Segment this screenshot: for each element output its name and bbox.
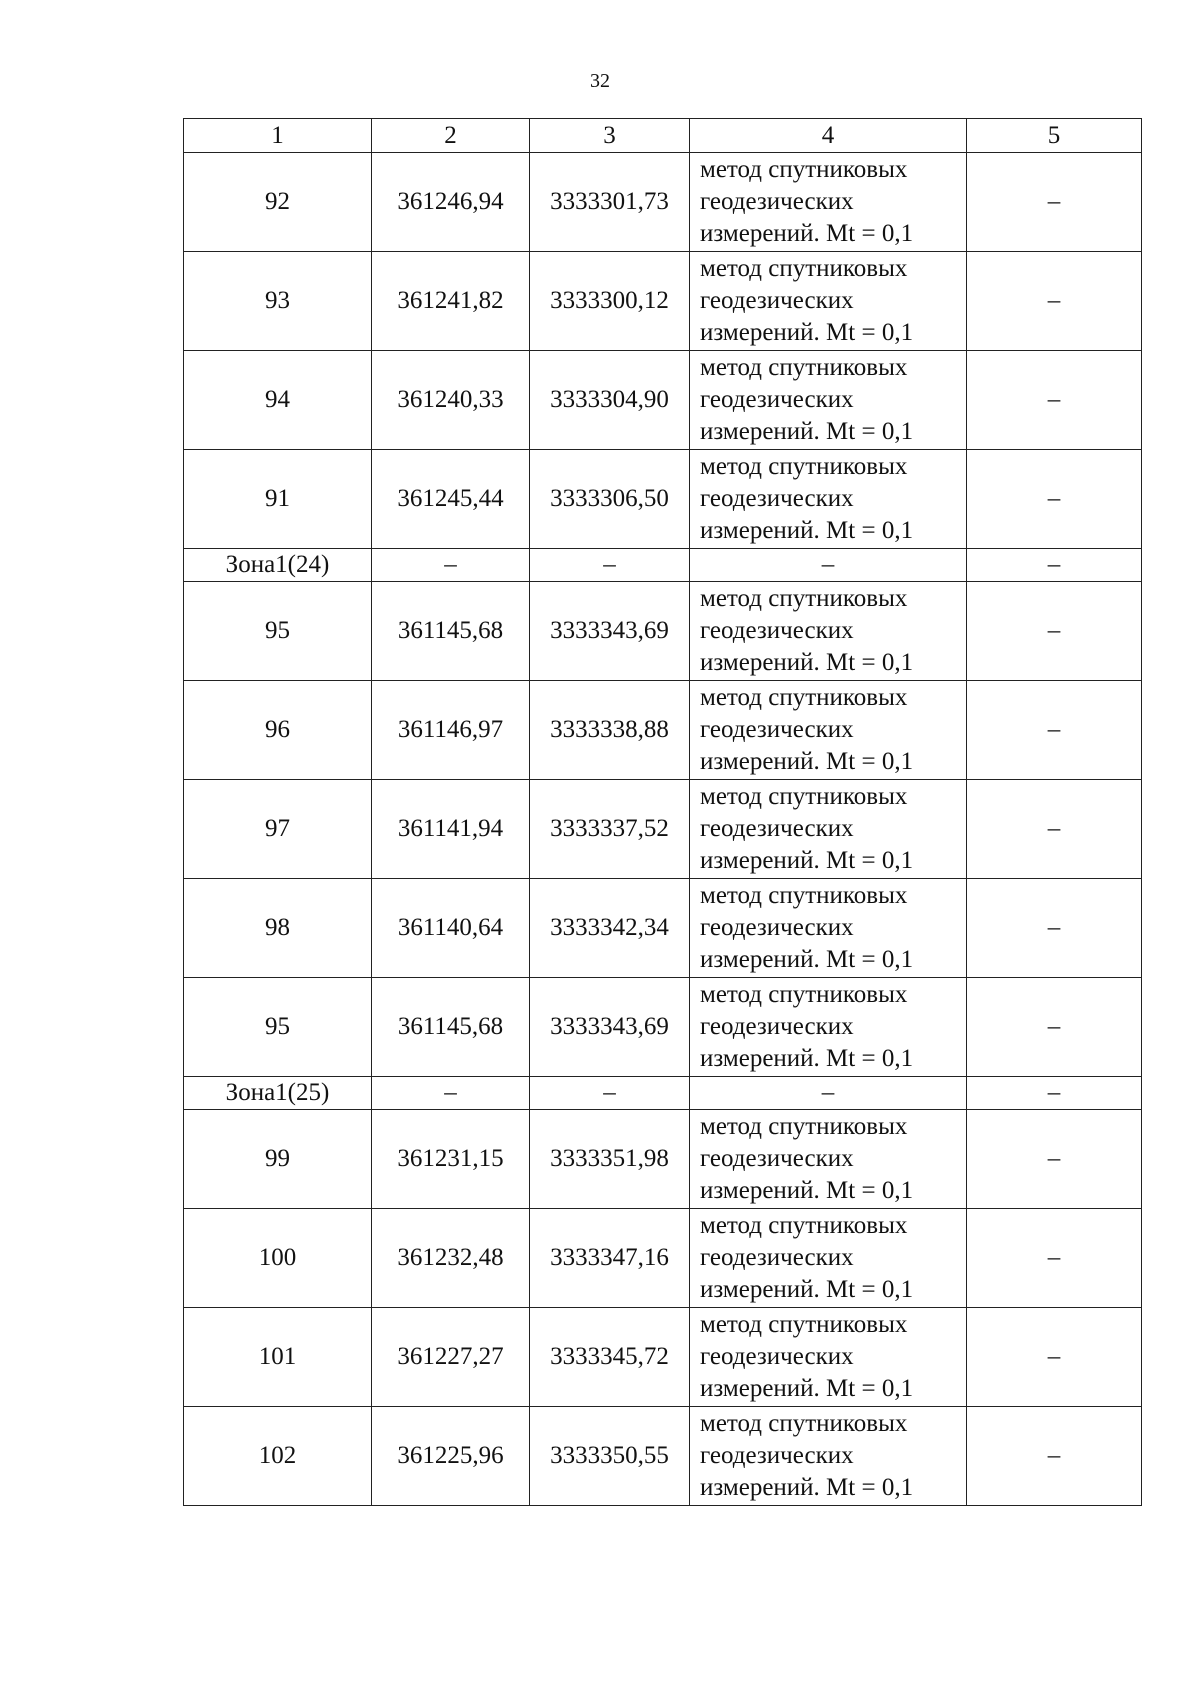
point-number-cell: 101 bbox=[184, 1308, 372, 1407]
method-line: измерений. Mt = 0,1 bbox=[700, 517, 914, 544]
method-cell bbox=[690, 1209, 967, 1308]
y-coordinate-cell: 3333351,98 bbox=[530, 1110, 690, 1209]
method-line: метод спутниковых bbox=[700, 156, 908, 183]
table-row bbox=[184, 351, 1142, 450]
x-coordinate-cell: 361240,33 bbox=[372, 351, 530, 450]
table-row bbox=[184, 1308, 1142, 1407]
x-coordinate-cell: – bbox=[372, 549, 530, 582]
point-number-cell: 95 bbox=[184, 978, 372, 1077]
table-row bbox=[184, 1407, 1142, 1506]
point-number-cell: 99 bbox=[184, 1110, 372, 1209]
x-coordinate-cell: 361145,68 bbox=[372, 582, 530, 681]
method-line: измерений. Mt = 0,1 bbox=[700, 946, 914, 973]
x-coordinate-cell: 361227,27 bbox=[372, 1308, 530, 1407]
method-line: геодезических bbox=[700, 1244, 854, 1271]
point-number-cell: 102 bbox=[184, 1407, 372, 1506]
method-line: геодезических bbox=[700, 1145, 854, 1172]
notes-cell: – bbox=[967, 1209, 1142, 1308]
point-number-cell: 98 bbox=[184, 879, 372, 978]
table-row bbox=[184, 582, 1142, 681]
method-line: геодезических bbox=[700, 914, 854, 941]
method-cell bbox=[690, 681, 967, 780]
method-line: измерений. Mt = 0,1 bbox=[700, 319, 914, 346]
method-cell bbox=[690, 780, 967, 879]
x-coordinate-cell: 361146,97 bbox=[372, 681, 530, 780]
method-line: измерений. Mt = 0,1 bbox=[700, 1045, 914, 1072]
x-coordinate-cell: 361231,15 bbox=[372, 1110, 530, 1209]
method-line: измерений. Mt = 0,1 bbox=[700, 220, 914, 247]
y-coordinate-cell: 3333306,50 bbox=[530, 450, 690, 549]
table-row bbox=[184, 681, 1142, 780]
y-coordinate-cell: 3333301,73 bbox=[530, 153, 690, 252]
method-line: геодезических bbox=[700, 386, 854, 413]
notes-cell: – bbox=[967, 153, 1142, 252]
method-cell bbox=[690, 1308, 967, 1407]
notes-cell: – bbox=[967, 1308, 1142, 1407]
notes-cell: – bbox=[967, 1407, 1142, 1506]
method-line: геодезических bbox=[700, 815, 854, 842]
coordinates-table bbox=[183, 118, 1142, 1506]
method-line: метод спутниковых bbox=[700, 981, 908, 1008]
method-line: метод спутниковых bbox=[700, 684, 908, 711]
point-number-cell: 95 bbox=[184, 582, 372, 681]
x-coordinate-cell: 361232,48 bbox=[372, 1209, 530, 1308]
table-row bbox=[184, 1209, 1142, 1308]
notes-cell: – bbox=[967, 1077, 1142, 1110]
table-row bbox=[184, 252, 1142, 351]
method-cell bbox=[690, 978, 967, 1077]
table-row bbox=[184, 153, 1142, 252]
method-line: метод спутниковых bbox=[700, 1311, 908, 1338]
method-line: измерений. Mt = 0,1 bbox=[700, 1276, 914, 1303]
notes-cell: – bbox=[967, 351, 1142, 450]
method-line: метод спутниковых bbox=[700, 1113, 908, 1140]
method-cell bbox=[690, 582, 967, 681]
header-cell-4: 4 bbox=[690, 119, 967, 153]
method-cell bbox=[690, 252, 967, 351]
notes-cell: – bbox=[967, 879, 1142, 978]
table-row bbox=[184, 780, 1142, 879]
method-line: геодезических bbox=[700, 485, 854, 512]
x-coordinate-cell: 361245,44 bbox=[372, 450, 530, 549]
notes-cell: – bbox=[967, 252, 1142, 351]
point-number-cell: 92 bbox=[184, 153, 372, 252]
method-line: метод спутниковых bbox=[700, 1410, 908, 1437]
y-coordinate-cell: 3333304,90 bbox=[530, 351, 690, 450]
point-number-cell: 100 bbox=[184, 1209, 372, 1308]
method-cell: – bbox=[690, 549, 967, 582]
notes-cell: – bbox=[967, 978, 1142, 1077]
point-number-cell: Зона1(25) bbox=[184, 1077, 372, 1110]
y-coordinate-cell: 3333338,88 bbox=[530, 681, 690, 780]
x-coordinate-cell: 361145,68 bbox=[372, 978, 530, 1077]
method-line: измерений. Mt = 0,1 bbox=[700, 1375, 914, 1402]
table-row bbox=[184, 1110, 1142, 1209]
y-coordinate-cell: 3333342,34 bbox=[530, 879, 690, 978]
x-coordinate-cell: 361241,82 bbox=[372, 252, 530, 351]
zone-row bbox=[184, 1077, 1142, 1110]
method-line: геодезических bbox=[700, 1343, 854, 1370]
table-row bbox=[184, 879, 1142, 978]
method-cell bbox=[690, 1407, 967, 1506]
y-coordinate-cell: 3333345,72 bbox=[530, 1308, 690, 1407]
page-number: 32 bbox=[590, 70, 610, 92]
method-cell bbox=[690, 153, 967, 252]
x-coordinate-cell: 361140,64 bbox=[372, 879, 530, 978]
point-number-cell: 91 bbox=[184, 450, 372, 549]
method-cell bbox=[690, 879, 967, 978]
point-number-cell: 94 bbox=[184, 351, 372, 450]
y-coordinate-cell: 3333347,16 bbox=[530, 1209, 690, 1308]
method-cell bbox=[690, 1110, 967, 1209]
point-number-cell: 97 bbox=[184, 780, 372, 879]
method-line: измерений. Mt = 0,1 bbox=[700, 649, 914, 676]
method-line: метод спутниковых bbox=[700, 882, 908, 909]
method-line: геодезических bbox=[700, 716, 854, 743]
header-cell-2: 2 bbox=[372, 119, 530, 153]
header-cell-1: 1 bbox=[184, 119, 372, 153]
method-line: метод спутниковых bbox=[700, 1212, 908, 1239]
method-line: геодезических bbox=[700, 188, 854, 215]
y-coordinate-cell: 3333343,69 bbox=[530, 582, 690, 681]
method-line: геодезических bbox=[700, 1442, 854, 1469]
method-line: метод спутниковых bbox=[700, 354, 908, 381]
method-line: геодезических bbox=[700, 287, 854, 314]
method-line: измерений. Mt = 0,1 bbox=[700, 847, 914, 874]
x-coordinate-cell: 361225,96 bbox=[372, 1407, 530, 1506]
notes-cell: – bbox=[967, 582, 1142, 681]
method-cell: – bbox=[690, 1077, 967, 1110]
method-line: измерений. Mt = 0,1 bbox=[700, 1474, 914, 1501]
method-line: измерений. Mt = 0,1 bbox=[700, 748, 914, 775]
method-cell bbox=[690, 450, 967, 549]
y-coordinate-cell: 3333300,12 bbox=[530, 252, 690, 351]
method-line: измерений. Mt = 0,1 bbox=[700, 1177, 914, 1204]
header-cell-5: 5 bbox=[967, 119, 1142, 153]
y-coordinate-cell: 3333350,55 bbox=[530, 1407, 690, 1506]
zone-row bbox=[184, 549, 1142, 582]
notes-cell: – bbox=[967, 549, 1142, 582]
notes-cell: – bbox=[967, 780, 1142, 879]
notes-cell: – bbox=[967, 450, 1142, 549]
table-row bbox=[184, 978, 1142, 1077]
method-line: геодезических bbox=[700, 617, 854, 644]
y-coordinate-cell: – bbox=[530, 1077, 690, 1110]
point-number-cell: Зона1(24) bbox=[184, 549, 372, 582]
method-line: метод спутниковых bbox=[700, 255, 908, 282]
point-number-cell: 96 bbox=[184, 681, 372, 780]
y-coordinate-cell: 3333337,52 bbox=[530, 780, 690, 879]
method-line: метод спутниковых bbox=[700, 783, 908, 810]
coordinates-table-body bbox=[184, 119, 1142, 1506]
method-line: метод спутниковых bbox=[700, 453, 908, 480]
y-coordinate-cell: 3333343,69 bbox=[530, 978, 690, 1077]
x-coordinate-cell: – bbox=[372, 1077, 530, 1110]
method-line: метод спутниковых bbox=[700, 585, 908, 612]
header-cell-3: 3 bbox=[530, 119, 690, 153]
notes-cell: – bbox=[967, 1110, 1142, 1209]
x-coordinate-cell: 361246,94 bbox=[372, 153, 530, 252]
method-line: измерений. Mt = 0,1 bbox=[700, 418, 914, 445]
y-coordinate-cell: – bbox=[530, 549, 690, 582]
notes-cell: – bbox=[967, 681, 1142, 780]
header-row bbox=[184, 119, 1142, 153]
point-number-cell: 93 bbox=[184, 252, 372, 351]
method-line: геодезических bbox=[700, 1013, 854, 1040]
method-cell bbox=[690, 351, 967, 450]
table-row bbox=[184, 450, 1142, 549]
x-coordinate-cell: 361141,94 bbox=[372, 780, 530, 879]
